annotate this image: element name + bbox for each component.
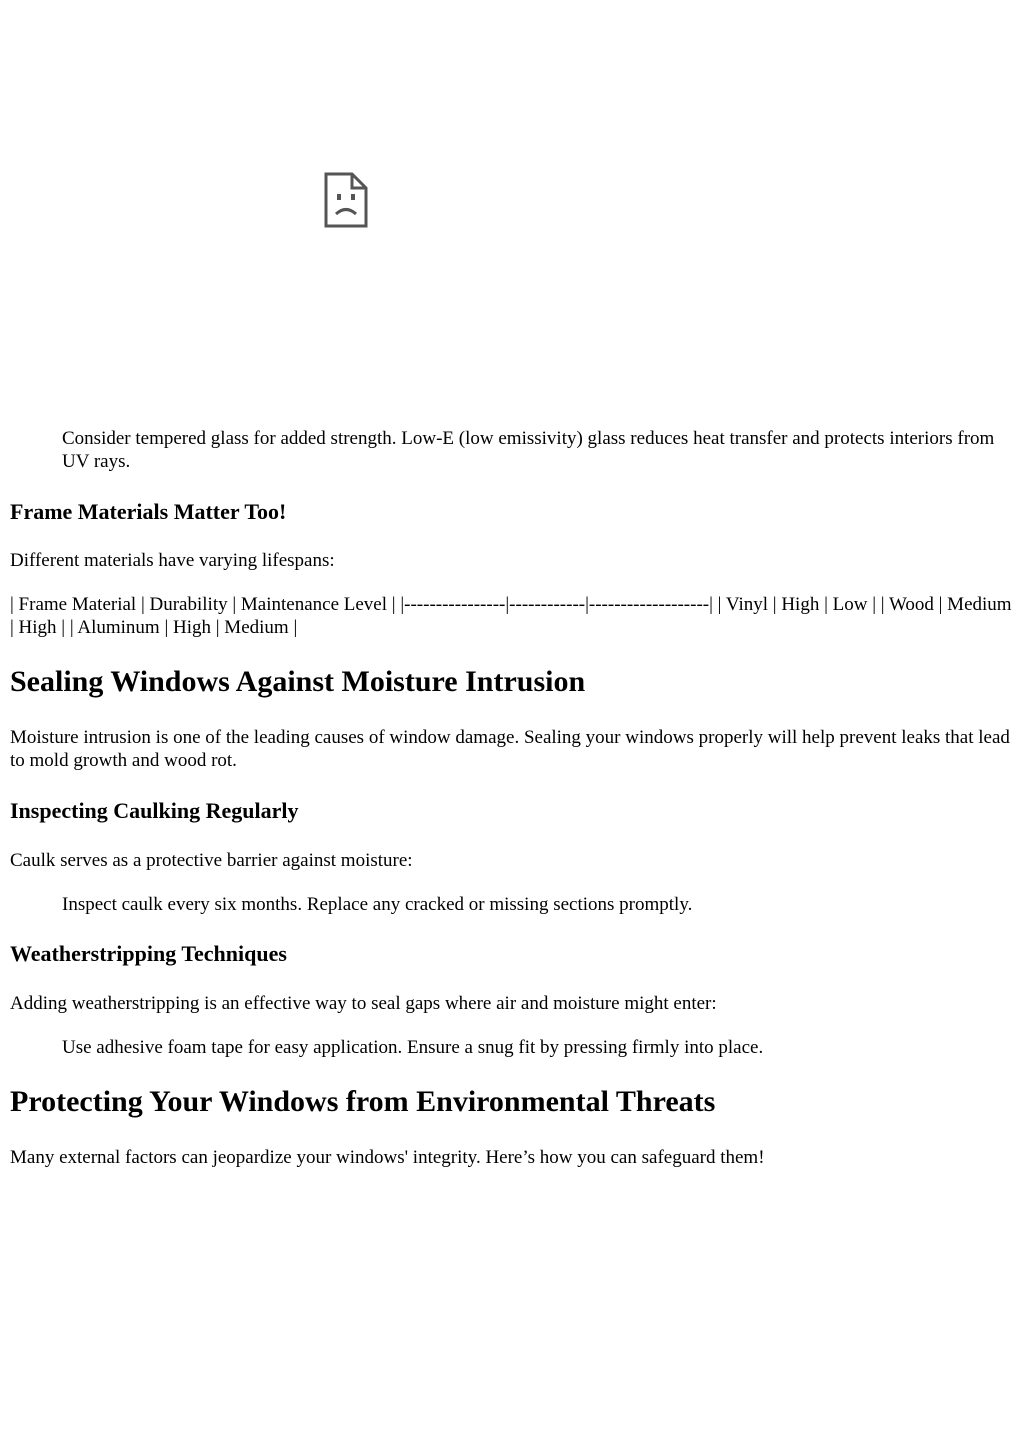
weatherstripping-intro: Adding weatherstripping is an effective way to seal gaps where air and moisture might enter:: [10, 993, 717, 1014]
caulking-tip: Inspect caulk every six months. Replace any cracked or missing sections promptly.: [62, 894, 693, 915]
sealing-intro: Moisture intrusion is one of the leading causes of window damage. Sealing your windows properly will help prevent leaks that lead to mold growth and wood rot.: [10, 727, 1010, 771]
frame-materials-intro: Different materials have varying lifespans:: [10, 550, 335, 571]
article-image: [10, 22, 680, 392]
glass-tip: Consider tempered glass for added strength. Low-E (low emissivity) glass reduces heat transfer and protects interiors from UV rays.: [62, 428, 995, 472]
caulking-intro: Caulk serves as a protective barrier against moisture:: [10, 850, 413, 871]
frame-materials-table-text: | Frame Material | Durability | Maintenance Level | |----------------|------------|-------------------| | Vinyl | High | Low | | Wood | Medium | High | | Aluminum | High | Medium |: [10, 594, 1012, 638]
protecting-intro: Many external factors can jeopardize your windows' integrity. Here’s how you can safeguard them!: [10, 1147, 765, 1168]
weatherstripping-heading: Weatherstripping Techniques: [10, 941, 287, 966]
protecting-heading: Protecting Your Windows from Environmental Threats: [10, 1085, 716, 1118]
caulking-heading: Inspecting Caulking Regularly: [10, 798, 299, 823]
weatherstripping-tip: Use adhesive foam tape for easy application. Ensure a snug fit by pressing firmly into place.: [62, 1037, 764, 1058]
frame-materials-heading: Frame Materials Matter Too!: [10, 499, 287, 524]
broken-image-icon: [324, 172, 368, 228]
sealing-heading: Sealing Windows Against Moisture Intrusion: [10, 665, 586, 698]
